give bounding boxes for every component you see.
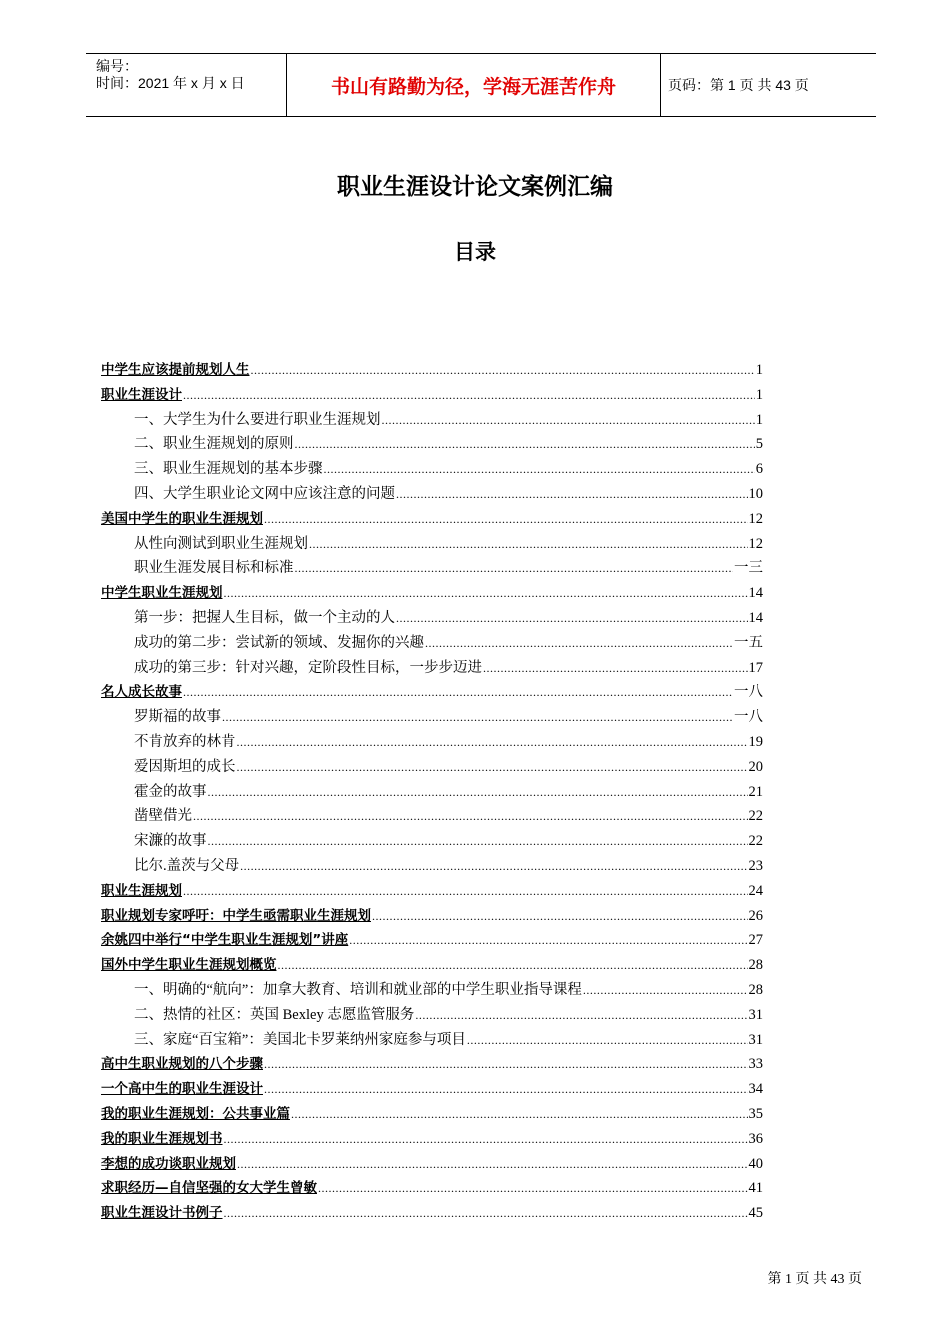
toc-entry-page: 22	[748, 808, 763, 825]
toc-entry[interactable]	[101, 854, 763, 879]
toc-entry[interactable]	[101, 1152, 763, 1177]
toc-leader-dots	[237, 1152, 748, 1177]
toc-entry[interactable]	[101, 631, 763, 656]
toc-entry-page: 36	[748, 1130, 763, 1147]
toc-entry-title: 中学生职业生涯规划	[101, 585, 223, 602]
document-title: 职业生涯设计论文案例汇编	[337, 174, 613, 200]
toc-leader-dots	[264, 1052, 748, 1077]
toc-entry[interactable]	[101, 804, 763, 829]
header-time-label: 时间：2021 年 x 月 x 日	[96, 75, 245, 91]
toc-leader-dots	[237, 730, 748, 755]
toc-entry-title: 比尔.盖茨与父母	[134, 857, 240, 874]
toc-entry-title: 名人成长故事	[101, 684, 182, 701]
toc-entry-title: 三、职业生涯规划的基本步骤	[134, 461, 323, 478]
toc-entry-page: 1	[755, 386, 763, 403]
toc-entry-title: 职业规划专家呼吁：中学生亟需职业生涯规划	[101, 907, 371, 924]
toc-entry-page: 一三	[734, 560, 763, 577]
toc-leader-dots	[237, 755, 748, 780]
toc-entry-page: 33	[748, 1056, 763, 1073]
toc-entry[interactable]	[101, 953, 763, 978]
toc-entry-page: 14	[748, 609, 763, 626]
toc-leader-dots	[224, 1127, 748, 1152]
toc-leader-dots	[309, 532, 748, 557]
toc-entry-page: 22	[748, 833, 763, 850]
toc-entry[interactable]	[101, 1176, 763, 1201]
toc-heading: 目录	[454, 240, 496, 264]
toc-entry[interactable]	[101, 457, 763, 482]
toc-entry[interactable]	[101, 730, 763, 755]
toc-leader-dots	[318, 1176, 748, 1201]
toc-entry[interactable]	[101, 656, 763, 681]
toc-leader-dots	[264, 1077, 748, 1102]
toc-entry-title: 一个高中生的职业生涯设计	[101, 1081, 263, 1098]
toc-entry-title: 我的职业生涯规划：公共事业篇	[101, 1105, 290, 1122]
toc-entry[interactable]	[101, 879, 763, 904]
toc-entry-title: 霍金的故事	[134, 783, 207, 800]
toc-leader-dots	[183, 879, 748, 904]
toc-entry-page: 6	[755, 461, 763, 478]
toc-entry[interactable]	[101, 606, 763, 631]
toc-entry-title: 二、职业生涯规划的原则	[134, 436, 294, 453]
toc-leader-dots	[415, 1003, 747, 1028]
toc-entry-page: 10	[748, 485, 763, 502]
toc-leader-dots	[264, 507, 748, 532]
toc-entry-page: 12	[748, 510, 763, 527]
toc-leader-dots	[208, 780, 748, 805]
page-footer: 第 1 页 共 43 页	[767, 1272, 862, 1287]
toc-entry-page: 17	[748, 659, 763, 676]
toc-entry-page: 19	[748, 733, 763, 750]
toc-entry-title: 高中生职业规划的八个步骤	[101, 1056, 263, 1073]
toc-leader-dots	[224, 1201, 748, 1226]
toc-entry[interactable]	[101, 532, 763, 557]
toc-entry[interactable]	[101, 780, 763, 805]
toc-entry-title: 一、大学生为什么要进行职业生涯规划	[134, 411, 381, 428]
toc-entry-title: 不肯放弃的林肯	[134, 733, 236, 750]
toc-entry-page: 一八	[734, 709, 763, 726]
toc-entry-title: 我的职业生涯规划书	[101, 1130, 223, 1147]
toc-entry-title: 中学生应该提前规划人生	[101, 362, 250, 378]
toc-leader-dots	[467, 1028, 748, 1053]
toc-entry[interactable]	[101, 1052, 763, 1077]
toc-entry-page: 14	[748, 585, 763, 602]
toc-entry-page: 34	[748, 1081, 763, 1098]
toc-leader-dots	[291, 1102, 748, 1127]
header-meta	[96, 58, 286, 92]
toc-leader-dots	[251, 358, 755, 383]
toc-entry-page: 一八	[734, 684, 763, 701]
header-page-info: 页码：第 1 页 共 43 页	[668, 77, 809, 93]
toc-leader-dots	[224, 581, 748, 606]
toc-entry[interactable]	[101, 1201, 763, 1226]
header-motto: 书山有路勤为径，学海无涯苦作舟	[286, 54, 661, 116]
toc-entry-page: 45	[748, 1205, 763, 1222]
toc-leader-dots	[295, 432, 755, 457]
toc-leader-dots	[295, 556, 734, 581]
toc-leader-dots	[396, 606, 748, 631]
toc-entry[interactable]	[101, 482, 763, 507]
toc-leader-dots	[372, 904, 748, 929]
toc-leader-dots	[183, 680, 733, 705]
toc-entry-title: 宋濂的故事	[134, 833, 207, 850]
toc-entry[interactable]	[101, 928, 763, 953]
toc-entry-title: 求职经历—自信坚强的女大学生曾敏	[101, 1180, 317, 1197]
toc-entry-page: 31	[748, 1031, 763, 1048]
toc-entry-page: 一五	[734, 634, 763, 651]
toc-entry-title: 职业生涯设计	[101, 386, 182, 403]
toc-entry[interactable]	[101, 680, 763, 705]
toc-leader-dots	[278, 953, 748, 978]
toc-entry-page: 28	[748, 957, 763, 974]
toc-leader-dots	[222, 705, 733, 730]
toc-entry-title: 李想的成功谈职业规划	[101, 1155, 236, 1172]
toc-leader-dots	[425, 631, 733, 656]
toc-leader-dots	[583, 978, 748, 1003]
toc-leader-dots	[324, 457, 755, 482]
toc-leader-dots	[382, 408, 755, 433]
toc-entry-title: 成功的第二步：尝试新的领域、发掘你的兴趣	[134, 634, 424, 651]
toc-entry[interactable]	[101, 1127, 763, 1152]
toc-entry-page: 27	[748, 932, 763, 949]
toc-entry-title: 三、家庭“百宝箱”：美国北卡罗莱纳州家庭参与项目	[134, 1031, 466, 1048]
toc-entry[interactable]	[101, 1077, 763, 1102]
toc-entry-title: 爱因斯坦的成长	[134, 758, 236, 775]
page-header	[86, 53, 876, 117]
toc-entry-title: 余姚四中举行“中学生职业生涯规划”讲座	[101, 932, 349, 949]
header-number-label: 编号：	[96, 58, 138, 74]
toc-entry[interactable]	[101, 507, 763, 532]
toc-entry-page: 23	[748, 857, 763, 874]
toc-entry-page: 20	[748, 758, 763, 775]
toc-entry-page: 31	[748, 1006, 763, 1023]
toc-entry-page: 24	[748, 882, 763, 899]
toc-entry[interactable]	[101, 358, 763, 383]
toc-entry[interactable]	[101, 755, 763, 780]
toc-entry-page: 1	[755, 362, 763, 378]
toc-entry[interactable]	[101, 556, 763, 581]
toc-entry-page: 35	[748, 1105, 763, 1122]
toc-entry-title: 职业生涯设计书例子	[101, 1205, 223, 1222]
table-of-contents	[101, 358, 763, 1226]
toc-entry[interactable]	[101, 1003, 763, 1028]
toc-entry[interactable]	[101, 408, 763, 433]
toc-entry[interactable]	[101, 829, 763, 854]
toc-entry-title: 职业生涯发展目标和标准	[134, 560, 294, 577]
toc-leader-dots	[349, 928, 747, 953]
toc-entry-page: 26	[748, 907, 763, 924]
toc-leader-dots	[483, 656, 748, 681]
toc-entry-page: 40	[748, 1155, 763, 1172]
toc-entry-title: 罗斯福的故事	[134, 709, 221, 726]
toc-entry-title: 职业生涯规划	[101, 882, 182, 899]
toc-entry[interactable]	[101, 705, 763, 730]
toc-leader-dots	[396, 482, 748, 507]
toc-entry-title: 一、明确的“航向”：加拿大教育、培训和就业部的中学生职业指导课程	[134, 981, 582, 998]
toc-entry-page: 28	[748, 981, 763, 998]
toc-entry-page: 5	[755, 436, 763, 453]
toc-entry-title: 国外中学生职业生涯规划概览	[101, 957, 277, 974]
toc-entry[interactable]	[101, 432, 763, 457]
toc-entry-title: 从性向测试到职业生涯规划	[134, 535, 308, 552]
toc-leader-dots	[183, 383, 755, 408]
toc-entry-title: 四、大学生职业论文网中应该注意的问题	[134, 485, 395, 502]
toc-leader-dots	[193, 804, 748, 829]
toc-entry[interactable]	[101, 581, 763, 606]
toc-entry[interactable]	[101, 1102, 763, 1127]
toc-entry[interactable]	[101, 904, 763, 929]
toc-entry-page: 21	[748, 783, 763, 800]
toc-leader-dots	[208, 829, 748, 854]
toc-entry-title: 美国中学生的职业生涯规划	[101, 510, 263, 527]
toc-entry[interactable]	[101, 1028, 763, 1053]
toc-entry-title: 二、热情的社区：英国 Bexley 志愿监管服务	[134, 1006, 415, 1023]
toc-leader-dots	[240, 854, 747, 879]
toc-entry-title: 第一步：把握人生目标，做一个主动的人	[134, 609, 395, 626]
toc-entry[interactable]	[101, 383, 763, 408]
toc-entry-title: 成功的第三步：针对兴趣，定阶段性目标，一步步迈进	[134, 659, 482, 676]
toc-entry-page: 12	[748, 535, 763, 552]
toc-entry-page: 41	[748, 1180, 763, 1197]
toc-entry-page: 1	[755, 411, 763, 428]
toc-entry-title: 凿壁借光	[134, 808, 192, 825]
toc-entry[interactable]	[101, 978, 763, 1003]
